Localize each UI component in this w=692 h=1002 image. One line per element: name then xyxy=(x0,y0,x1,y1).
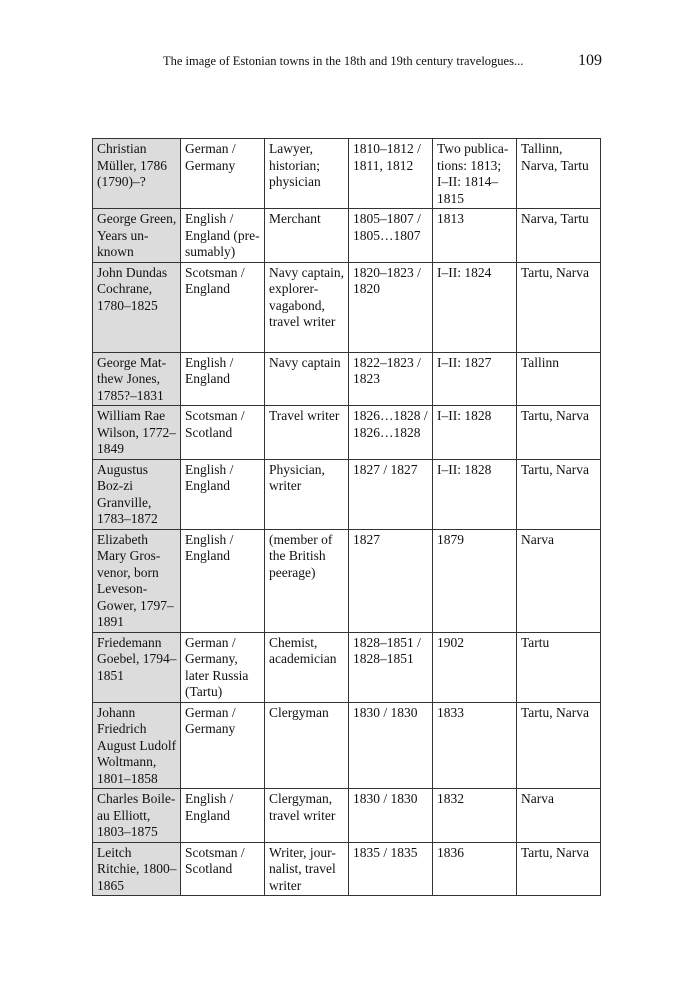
towns-cell: Tartu, Narva xyxy=(517,262,601,352)
towns-cell: Tartu xyxy=(517,632,601,702)
travel-period-cell: 1805–1807 / 1805…1807 xyxy=(349,209,433,263)
occupation-cell: Chemist, academician xyxy=(265,632,349,702)
traveller-name-cell: Christian Müller, 1786 (1790)–? xyxy=(93,139,181,209)
occupation-cell: Physician, writer xyxy=(265,459,349,529)
origin-cell: Scotsman / Scotland xyxy=(181,406,265,460)
origin-cell: English / England xyxy=(181,529,265,632)
towns-cell: Narva xyxy=(517,789,601,843)
occupation-cell: (member of the British peerage) xyxy=(265,529,349,632)
towns-cell: Tallinn xyxy=(517,352,601,406)
table-row xyxy=(93,406,601,460)
publication-cell: 1833 xyxy=(433,702,517,789)
table-body xyxy=(93,139,601,896)
origin-cell: English / England xyxy=(181,459,265,529)
towns-cell: Tallinn, Narva, Tartu xyxy=(517,139,601,209)
traveller-name-cell: George Green, Years un-known xyxy=(93,209,181,263)
origin-cell: German / Germany, later Russia (Tartu) xyxy=(181,632,265,702)
traveller-name-cell: Augustus Boz-zi Granville, 1783–1872 xyxy=(93,459,181,529)
origin-cell: Scotsman / Scotland xyxy=(181,842,265,896)
occupation-cell: Clergyman, travel writer xyxy=(265,789,349,843)
publication-cell: I–II: 1824 xyxy=(433,262,517,352)
publication-cell: 1879 xyxy=(433,529,517,632)
travel-period-cell: 1827 xyxy=(349,529,433,632)
table-row xyxy=(93,209,601,263)
publication-cell: 1832 xyxy=(433,789,517,843)
towns-cell: Narva, Tartu xyxy=(517,209,601,263)
occupation-cell: Navy captain, explorer-vagabond, travel writer xyxy=(265,262,349,352)
traveller-name-cell: John Dundas Cochrane, 1780–1825 xyxy=(93,262,181,352)
towns-cell: Tartu, Narva xyxy=(517,459,601,529)
traveller-name-cell: Johann Friedrich August Ludolf Woltmann, 1801–1858 xyxy=(93,702,181,789)
travel-period-cell: 1827 / 1827 xyxy=(349,459,433,529)
origin-cell: English / England xyxy=(181,352,265,406)
table-row xyxy=(93,842,601,896)
traveller-name-cell: Elizabeth Mary Gros-venor, born Leveson-Gower, 1797–1891 xyxy=(93,529,181,632)
table-row xyxy=(93,352,601,406)
origin-cell: English / England xyxy=(181,789,265,843)
occupation-cell: Merchant xyxy=(265,209,349,263)
table-row xyxy=(93,632,601,702)
towns-cell: Tartu, Narva xyxy=(517,406,601,460)
travel-period-cell: 1826…1828 / 1826…1828 xyxy=(349,406,433,460)
traveller-name-cell: Charles Boile-au Elliott, 1803–1875 xyxy=(93,789,181,843)
traveller-name-cell: George Mat-thew Jones, 1785?–1831 xyxy=(93,352,181,406)
table-row xyxy=(93,529,601,632)
travel-period-cell: 1828–1851 / 1828–1851 xyxy=(349,632,433,702)
origin-cell: German / Germany xyxy=(181,139,265,209)
travel-period-cell: 1820–1823 / 1820 xyxy=(349,262,433,352)
origin-cell: English / England (pre-sumably) xyxy=(181,209,265,263)
origin-cell: Scotsman / England xyxy=(181,262,265,352)
publication-cell: Two publica-tions: 1813; I–II: 1814–1815 xyxy=(433,139,517,209)
occupation-cell: Writer, jour-nalist, travel writer xyxy=(265,842,349,896)
table-row xyxy=(93,262,601,352)
towns-cell: Narva xyxy=(517,529,601,632)
table-row xyxy=(93,459,601,529)
running-title: The image of Estonian towns in the 18th and 19th century travelogues... xyxy=(163,54,524,68)
towns-cell: Tartu, Narva xyxy=(517,702,601,789)
occupation-cell: Navy captain xyxy=(265,352,349,406)
publication-cell: I–II: 1828 xyxy=(433,459,517,529)
traveller-name-cell: Friedemann Goebel, 1794–1851 xyxy=(93,632,181,702)
table-row xyxy=(93,139,601,209)
origin-cell: German / Germany xyxy=(181,702,265,789)
table-row xyxy=(93,789,601,843)
towns-cell: Tartu, Narva xyxy=(517,842,601,896)
page-number: 109 xyxy=(578,52,602,69)
occupation-cell: Travel writer xyxy=(265,406,349,460)
occupation-cell: Lawyer, historian; physician xyxy=(265,139,349,209)
traveller-name-cell: Leitch Ritchie, 1800–1865 xyxy=(93,842,181,896)
publication-cell: I–II: 1827 xyxy=(433,352,517,406)
publication-cell: 1902 xyxy=(433,632,517,702)
travellers-table xyxy=(92,138,601,896)
travel-period-cell: 1830 / 1830 xyxy=(349,702,433,789)
travel-period-cell: 1830 / 1830 xyxy=(349,789,433,843)
travel-period-cell: 1822–1823 / 1823 xyxy=(349,352,433,406)
travel-period-cell: 1810–1812 / 1811, 1812 xyxy=(349,139,433,209)
occupation-cell: Clergyman xyxy=(265,702,349,789)
publication-cell: I–II: 1828 xyxy=(433,406,517,460)
travel-period-cell: 1835 / 1835 xyxy=(349,842,433,896)
traveller-name-cell: William Rae Wilson, 1772–1849 xyxy=(93,406,181,460)
publication-cell: 1836 xyxy=(433,842,517,896)
publication-cell: 1813 xyxy=(433,209,517,263)
table-row xyxy=(93,702,601,789)
